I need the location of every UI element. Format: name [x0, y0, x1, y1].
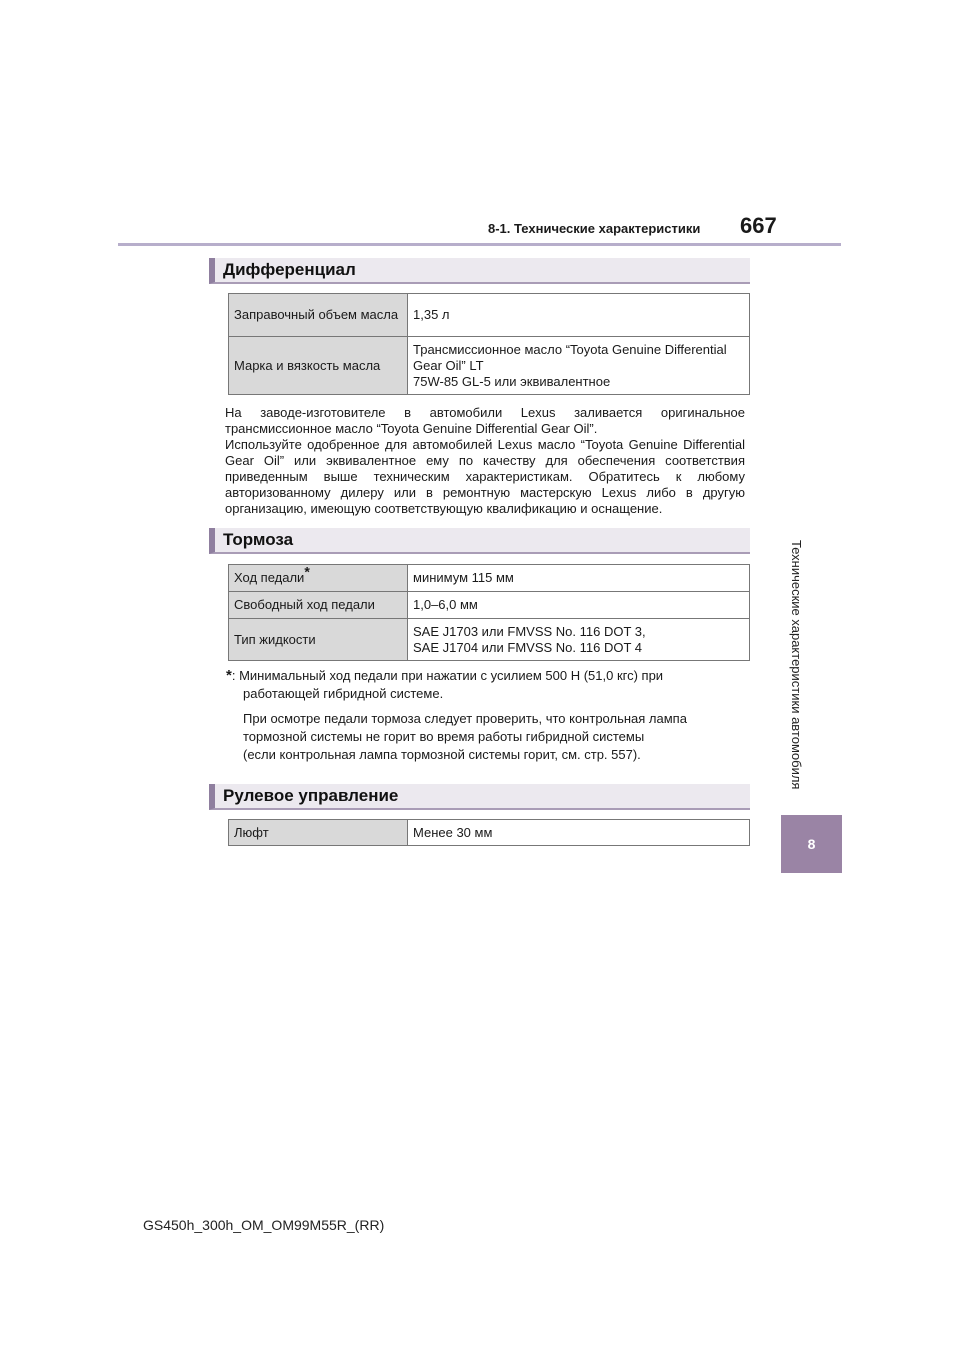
- brakes-table: [228, 564, 750, 661]
- table-value: 1,0–6,0 мм: [408, 592, 750, 619]
- table-row: [229, 337, 750, 395]
- footnote-text: : Минимальный ход педали при нажатии с усилием 500 Н (51,0 кгс) при: [231, 668, 664, 683]
- table-key: Люфт: [229, 820, 408, 846]
- section-title: 8-1. Технические характеристики: [488, 221, 701, 236]
- table-value: SAE J1703 или FMVSS No. 116 DOT 3, SAE J1704 или FMVSS No. 116 DOT 4: [408, 619, 750, 661]
- paragraph: Используйте одобренное для автомобилей Lexus масло “Toyota Genuine Differential Gear Oil” или эквивалентное ему по качеству для обеспечения соответствия приведенным выше техническим характеристикам. Обратитесь к любому авторизованному дилеру или в ремонтную мастерскую Lexus либо в другую организацию, имеющую соответствующую квалификацию и оснащение.: [225, 437, 745, 516]
- differential-table: [228, 293, 750, 395]
- table-key: Заправочный объем масла: [229, 294, 408, 337]
- steering-heading: Рулевое управление: [209, 784, 750, 810]
- table-row: [229, 820, 750, 846]
- header-divider: [118, 243, 841, 246]
- chapter-side-title: Технические характеристики автомобиля: [789, 540, 804, 790]
- chapter-number: 8: [807, 836, 816, 852]
- table-key: Марка и вязкость масла: [229, 337, 408, 395]
- table-value: Менее 30 мм: [408, 820, 750, 846]
- footnote-text: работающей гибридной системе.: [243, 686, 444, 701]
- chapter-tab[interactable]: [781, 815, 842, 873]
- footnote-text: При осмотре педали тормоза следует проверить, что контрольная лампа: [243, 711, 687, 726]
- paragraph: На заводе-изготовителе в автомобили Lexus заливается оригинальное трансмиссионное масло “Toyota Genuine Differential Gear Oil”.: [225, 405, 745, 436]
- table-row: [229, 565, 750, 592]
- differential-notes: [225, 405, 745, 517]
- footnote-text: тормозной системы не горит во время работы гибридной системы: [243, 729, 645, 744]
- footnote-mark: *: [304, 563, 310, 580]
- page-number: 667: [740, 213, 777, 238]
- footnote-text: (если контрольная лампа тормозной системы горит, см. стр. 557).: [243, 747, 641, 762]
- table-value: 1,35 л: [408, 294, 750, 337]
- brakes-footnote: [226, 667, 746, 764]
- table-value: минимум 115 мм: [408, 565, 750, 592]
- brakes-heading: Тормоза: [209, 528, 750, 554]
- table-key: Ход педали*: [229, 565, 408, 592]
- table-key: Тип жидкости: [229, 619, 408, 661]
- table-row: [229, 294, 750, 337]
- footnote-mark: *: [226, 667, 232, 684]
- table-row: [229, 619, 750, 661]
- differential-heading: Дифференциал: [209, 258, 750, 284]
- document-code: GS450h_300h_OM_OM99M55R_(RR): [143, 1217, 385, 1233]
- table-row: [229, 592, 750, 619]
- table-value: Трансмиссионное масло “Toyota Genuine Differential Gear Oil” LT 75W-85 GL-5 или эквивалентное: [408, 337, 750, 395]
- table-key: Свободный ход педали: [229, 592, 408, 619]
- steering-table: [228, 819, 750, 846]
